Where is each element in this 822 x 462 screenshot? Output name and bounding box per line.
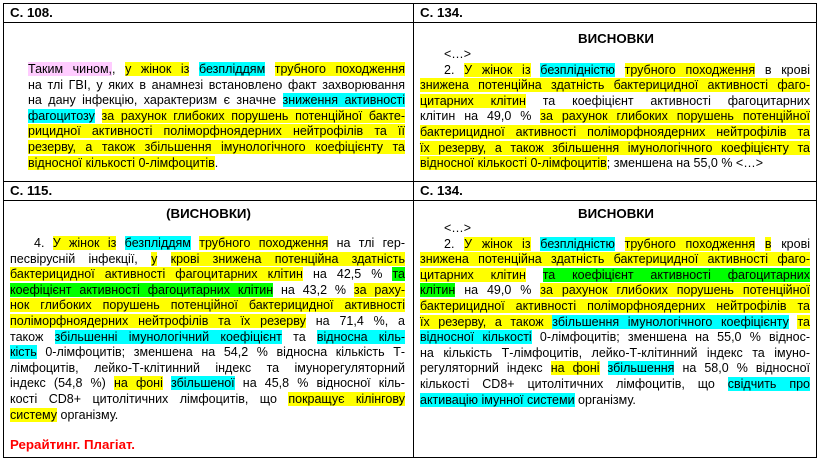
text-line [10,392,405,408]
text-line [420,361,810,377]
plain-text: 0-лімфоцитів; зменшена на 54,2 % відносна кількість Т- [36,345,405,360]
text-line [28,78,405,94]
yellow-highlight: У жінок із [52,236,117,250]
plain-text: на тлі гер- [328,236,405,250]
yellow-highlight: крові знижена потенційна здатність [170,251,405,266]
text-line [420,315,810,331]
cyan-highlight: збільшенні імунологічний коефіцієнт [54,329,282,344]
plain-text: кості CD8+ цитолітичних лімфоцитів, що [10,391,289,406]
plain-text: на 71,4 %, а [305,313,405,328]
row-divider [4,181,816,182]
text-line [10,330,405,346]
text-line [420,237,810,253]
yellow-highlight: трубного походження [199,236,329,250]
cyan-highlight: свідчить про [727,376,810,391]
plain-text: ; зменшена на 55,0 % <…> [606,156,764,171]
plain-text: на 43,2 % [273,282,354,297]
text-line [420,330,810,346]
plain-text: , [112,62,126,76]
yellow-highlight: цитарних клітин [420,93,526,108]
text-line [420,268,810,284]
plain-text: на 45,8 % відносної кіль- [234,376,405,391]
text-line [420,125,810,141]
green-highlight: та [392,267,405,282]
yellow-highlight: їх резерву, а також збільшення імунологічного коефіцієнту та [420,140,810,155]
plain-text: <…> [444,221,472,235]
text-line [10,408,405,424]
text-line [420,377,810,393]
cyan-highlight: відносна кіль- [316,329,406,344]
page-ref-header: С. 115. [10,183,53,198]
plain-text [526,268,543,282]
cyan-highlight: кість [10,345,37,360]
yellow-highlight: систему [10,407,58,422]
yellow-highlight: покращує кілінгову [288,391,405,406]
yellow-highlight: знижена потенційна здатність бактерицидної активності фаго- [420,252,810,267]
plain-text [189,62,199,76]
yellow-highlight: нок глибоких порушень потенційної бактерицидної активності [10,298,405,313]
text-line [10,376,405,392]
yellow-highlight: у жінок із [125,62,190,76]
plain-text: 0-лімфоцитів; зменшена на 55,0 % віднос- [531,330,811,345]
plain-text [163,376,171,390]
yellow-highlight: У жінок із [464,62,531,77]
plain-text: клітин на 49,0 % [420,109,541,124]
plain-text [265,62,275,76]
quote-paragraph [420,221,810,408]
yellow-highlight: на фоні [550,361,600,376]
yellow-highlight: резерву, а також збільшення імунологічного коефіцієнту та [28,139,405,154]
page-ref-header: С. 134. [420,183,463,198]
comparison-table [3,3,817,458]
cyan-highlight: безплідністю [540,62,615,77]
plain-text: регуляторний індекс [420,361,551,376]
row-divider [4,22,816,23]
plain-text [531,237,541,251]
yellow-highlight: знижена потенційна здатність бактерицидної активності фаго- [420,78,810,93]
text-line [420,94,810,110]
yellow-highlight: бактерицидної активності поліморфноядерних нейтрофілів та [420,124,810,139]
yellow-highlight: бактерицидної активності поліморфноядерних нейтрофілів та [420,298,810,313]
plain-text [116,236,124,250]
page-ref-header: С. 108. [10,5,53,20]
plain-text: лімфоцитів, лейко-Т-клітинний індекс та імунорегуляторний [10,360,405,375]
plain-text: також [10,329,55,344]
yellow-highlight: за рахунок глибоких порушень потенційної [540,109,810,124]
text-line [420,156,810,172]
text-line [28,140,405,156]
yellow-highlight: їх резерву, а також [420,314,553,329]
cyan-highlight: збільшення [607,361,675,376]
yellow-highlight: за рахунок глибоких порушень потенційної [540,283,810,298]
text-line [420,109,810,125]
plain-text: та коефіцієнт активності фагоцитарних [525,93,811,108]
verdict-note: Рерайтинг. Плагіат. [10,437,136,452]
plain-text: в крові [755,62,810,77]
yellow-highlight: рицидної активності поліморфноядерних нейтрофілів та її [28,124,405,139]
text-line [10,361,405,377]
plain-text: 2. [444,236,465,251]
text-line [28,156,405,172]
text-line [10,267,405,283]
plain-text [157,252,170,266]
plain-text: 4. [34,236,53,250]
yellow-highlight: на фоні [113,376,163,391]
plain-text: крові [771,236,810,251]
yellow-highlight: за раху- [353,282,405,297]
cyan-highlight: безпліддям [198,62,266,76]
text-line [420,283,810,299]
yellow-highlight: відносної кількості 0-лімфоцитів [420,156,607,171]
yellow-highlight: відносної кількості 0-лімфоцитів [28,155,215,170]
plain-text [615,63,625,77]
section-title: ВИСНОВКИ [578,31,654,46]
text-line [420,78,810,94]
text-line [10,252,405,268]
text-line [420,141,810,157]
section-title: (ВИСНОВКИ) [166,206,251,221]
plain-text [191,236,199,250]
yellow-highlight: та [797,314,810,329]
yellow-highlight: трубного походження [274,62,405,76]
yellow-highlight: бактерицидної активності фагоцитарних клітин [10,267,303,282]
quote-paragraph [10,236,405,423]
text-line [420,393,810,409]
yellow-highlight: поліморфноядерних нейтрофілів та їх резерву [10,313,306,328]
column-divider [413,4,414,457]
yellow-highlight: цитарних клітин [420,267,526,282]
row-divider [4,200,816,201]
section-title: ВИСНОВКИ [578,206,654,221]
page-ref-header: С. 134. [420,5,463,20]
text-line [10,345,405,361]
plain-text: <…> [444,47,472,61]
yellow-highlight: трубного походження [624,62,756,77]
text-line [10,236,405,252]
text-line [420,252,810,268]
green-highlight: та коефіцієнт активності фагоцитарних [542,267,810,282]
green-highlight: клітин [420,283,456,298]
plain-text: індекс (54,8 %) [10,376,114,391]
plain-text: організму. [574,392,636,407]
yellow-highlight: в [764,236,772,251]
text-line [420,221,810,237]
cyan-highlight: зниження активності [282,93,405,108]
text-line [28,109,405,125]
plain-text [531,63,541,77]
text-line [10,283,405,299]
plain-text: на дану інфекцію, характеризм є значне [28,93,283,108]
text-line [28,93,405,109]
text-line [28,124,405,140]
cyan-highlight: відносної кількості [420,330,532,345]
text-line [420,63,810,79]
plain-text: на 58,0 % відносної [674,361,810,376]
plain-text [615,237,625,251]
text-line [10,314,405,330]
plain-text: кількості CD8+ цитолітичних лімфоцитів, що [420,376,728,391]
cyan-highlight: збільшеної [171,376,235,391]
plain-text: на 42,5 % [302,267,393,282]
pink-highlight: Таким чином, [28,62,113,76]
text-line [420,346,810,362]
plain-text: 2. [444,62,465,77]
yellow-highlight: у [151,251,158,266]
cyan-highlight: безпліддям [124,236,191,250]
plain-text: організму. [57,407,119,422]
plain-text: та [281,329,317,344]
plain-text: . [214,155,219,170]
cyan-highlight: безплідністю [540,236,615,251]
text-line [420,47,810,63]
plain-text: на кількість Т-лімфоцитів, лейко-Т-клітинний індекс та імуно- [420,345,810,360]
plain-text: песвірусній інфекції, [10,251,152,266]
yellow-highlight: трубного походження [624,236,756,251]
quote-paragraph [28,62,405,171]
cyan-highlight: активацію імунної системи [420,392,575,407]
text-line [28,62,405,78]
plain-text: на тлі ГВІ, у яких в анамнезі встановлено факт захворювання [28,77,405,92]
text-line [420,299,810,315]
cyan-highlight: збільшення імунологічного коефіцієнту [552,314,789,329]
cyan-highlight: фагоцитозу [28,108,95,123]
yellow-highlight: за рахунок глибоких порушень потенційної бакте- [101,108,405,123]
text-line [10,298,405,314]
plain-text [95,109,102,123]
plain-text: на 49,0 % [455,283,541,298]
quote-paragraph [420,47,810,172]
plain-text [755,237,765,251]
green-highlight: коефіцієнт активності фагоцитарних клітин [10,282,274,297]
yellow-highlight: У жінок із [464,236,531,251]
plain-text [600,361,608,375]
